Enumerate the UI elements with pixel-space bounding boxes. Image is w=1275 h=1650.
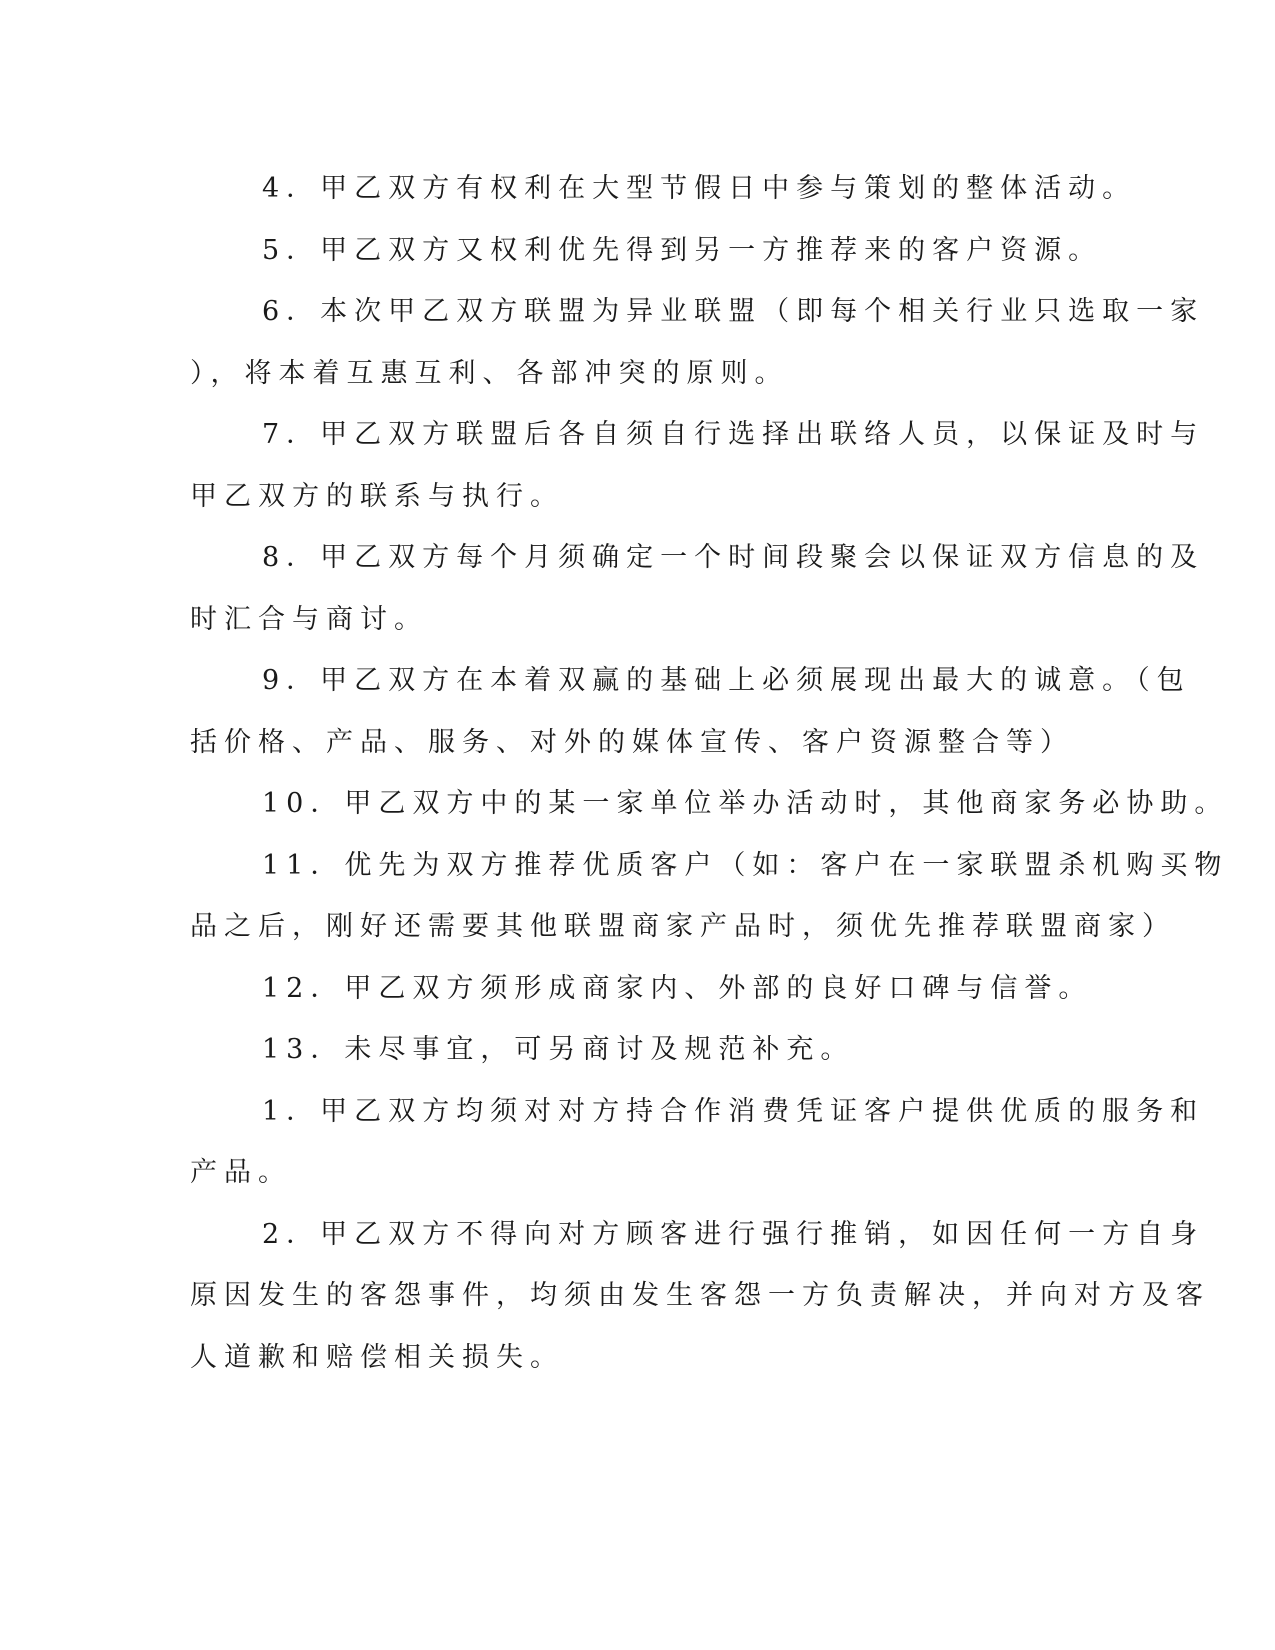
- text-line-clause-10: 10．甲乙双方中的某一家单位举办活动时，其他商家务必协助。: [262, 788, 1229, 819]
- text-line-clause-4: 4．甲乙双方有权利在大型节假日中参与策划的整体活动。: [262, 173, 1137, 204]
- text-line-clause-11: 11．优先为双方推荐优质客户（如：客户在一家联盟杀机购买物: [262, 849, 1229, 881]
- text-line-clause-7: 7．甲乙双方联盟后各自须自行选择出联络人员，以保证及时与: [262, 419, 1205, 450]
- text-line-clause-5: 5．甲乙双方又权利优先得到另一方推荐来的客户资源。: [262, 234, 1103, 266]
- text-line-clause-9: 9．甲乙双方在本着双赢的基础上必须展现出最大的诚意。（包: [262, 665, 1191, 696]
- text-line-clause-6: 6．本次甲乙双方联盟为异业联盟（即每个相关行业只选取一家: [262, 296, 1205, 327]
- document-body: [190, 158, 1229, 1388]
- text-line-clause-6-cont: ），将本着互惠互利、各部冲突的原则。: [190, 357, 789, 389]
- text-line-clause-2-cont-1: 原因发生的客怨事件，均须由发生客怨一方负责解决，并向对方及客: [190, 1280, 1210, 1311]
- text-line-clause-7-cont: 甲乙双方的联系与执行。: [190, 480, 564, 512]
- text-line-clause-8: 8．甲乙双方每个月须确定一个时间段聚会以保证双方信息的及: [262, 542, 1205, 573]
- text-line-clause-12: 12．甲乙双方须形成商家内、外部的良好口碑与信誉。: [262, 972, 1093, 1004]
- text-line-clause-8-cont: 时汇合与商讨。: [190, 603, 428, 635]
- text-line-clause-2: 2．甲乙双方不得向对方顾客进行强行推销，如因任何一方自身: [262, 1218, 1205, 1250]
- text-line-clause-1-cont: 产品。: [190, 1157, 292, 1188]
- text-line-clause-9-cont: 括价格、产品、服务、对外的媒体宣传、客户资源整合等）: [190, 726, 1074, 758]
- text-line-clause-11-cont: 品之后，刚好还需要其他联盟商家产品时，须优先推荐联盟商家）: [190, 911, 1176, 942]
- text-line-clause-1: 1．甲乙双方均须对对方持合作消费凭证客户提供优质的服务和: [262, 1095, 1205, 1127]
- text-line-clause-13: 13．未尽事宜，可另商讨及规范补充。: [262, 1034, 855, 1065]
- text-line-clause-2-cont-2: 人道歉和赔偿相关损失。: [190, 1341, 564, 1373]
